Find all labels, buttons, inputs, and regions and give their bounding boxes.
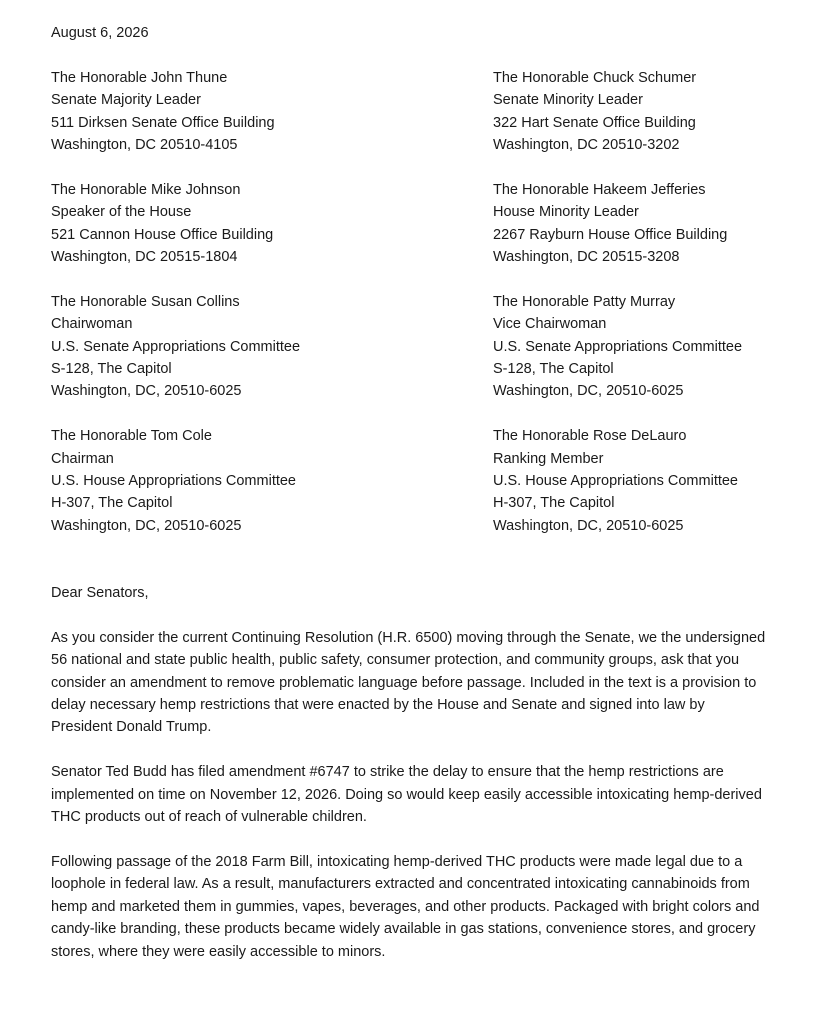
recipient-street: S-128, The Capitol (493, 361, 614, 378)
recipient-street: 511 Dirksen Senate Office Building (51, 114, 275, 131)
recipient-address-block (51, 291, 493, 403)
recipient-address-block (51, 67, 493, 157)
recipient-name: The Honorable Mike Johnson (51, 181, 241, 198)
recipient-street: S-128, The Capitol (51, 361, 172, 378)
recipient-city: Washington, DC 20515-3208 (493, 249, 680, 266)
recipient-city: Washington, DC, 20510-6025 (493, 383, 684, 400)
recipient-address-block (51, 425, 493, 537)
recipient-name: The Honorable Susan Collins (51, 293, 240, 310)
recipient-address-block (493, 291, 783, 403)
recipient-street: 2267 Rayburn House Office Building (493, 226, 728, 243)
recipient-name: The Honorable Tom Cole (51, 428, 212, 445)
body-paragraph: As you consider the current Continuing Resolution (H.R. 6500) moving through the Senate, we the undersigned 56 national and state public health, public safety, consumer protection, and community groups, ask that you consider an amendment to remove problematic language before passage. Included in the text is a provision to delay necessary hemp restrictions that were enacted by the House and Senate and signed into law by President Donald Trump. (51, 629, 766, 736)
recipient-city: Washington, DC 20510-4105 (51, 137, 238, 153)
recipient-committee: U.S. House Appropriations Committee (51, 473, 296, 490)
recipient-name: The Honorable Patty Murray (493, 293, 676, 310)
recipient-name: The Honorable Rose DeLauro (493, 428, 687, 445)
letter-date: August 6, 2026 (51, 25, 149, 41)
recipient-name: The Honorable John Thune (51, 69, 228, 86)
body-paragraph: Following passage of the 2018 Farm Bill, intoxicating hemp-derived THC products were made legal due to a loophole in federal law. As a result, manufacturers extracted and concentrated intoxicating cannabinoids from hemp and marketed them in gummies, vapes, beverages, and other products. Packaged with bright colors and candy-like branding, these products became widely available in gas stations, convenience stores, and grocery stores, where they were easily accessible to minors. (51, 853, 760, 960)
recipient-address-block (493, 67, 783, 157)
recipient-city: Washington, DC, 20510-6025 (51, 383, 242, 400)
recipient-name: The Honorable Hakeem Jefferies (493, 181, 706, 198)
recipient-address-block (493, 179, 783, 269)
recipient-title: Senate Minority Leader (493, 92, 643, 109)
recipient-title: Chairman (51, 450, 114, 467)
recipient-committee: U.S. Senate Appropriations Committee (493, 338, 743, 355)
recipient-address-block (51, 179, 493, 269)
recipient-name: The Honorable Chuck Schumer (493, 69, 697, 86)
recipient-city: Washington, DC 20515-1804 (51, 249, 238, 266)
recipient-street: H-307, The Capitol (51, 495, 173, 512)
salutation: Dear Senators, (51, 585, 149, 602)
recipient-city: Washington, DC, 20510-6025 (51, 517, 242, 534)
recipient-committee: U.S. House Appropriations Committee (493, 473, 738, 490)
letter-page (51, 22, 771, 963)
recipient-city: Washington, DC, 20510-6025 (493, 517, 684, 534)
recipient-title: Chairwoman (51, 316, 133, 333)
recipient-city: Washington, DC 20510-3202 (493, 137, 680, 153)
recipient-street: 322 Hart Senate Office Building (493, 114, 696, 131)
recipient-title: Ranking Member (493, 450, 604, 467)
recipient-title: Vice Chairwoman (493, 316, 607, 333)
recipient-title: Speaker of the House (51, 204, 192, 221)
recipient-committee: U.S. Senate Appropriations Committee (51, 338, 301, 355)
recipient-addresses (51, 67, 771, 537)
recipient-street: 521 Cannon House Office Building (51, 226, 274, 243)
recipient-title: Senate Majority Leader (51, 92, 201, 109)
body-paragraph: Senator Ted Budd has filed amendment #6747 to strike the delay to ensure that the hemp restrictions are implemented on time on November 12, 2026. Doing so would keep easily accessible intoxicating hemp-derived THC products out of reach of vulnerable children. (51, 764, 762, 826)
recipient-address-block (493, 425, 783, 537)
recipient-title: House Minority Leader (493, 204, 639, 221)
recipient-street: H-307, The Capitol (493, 495, 615, 512)
